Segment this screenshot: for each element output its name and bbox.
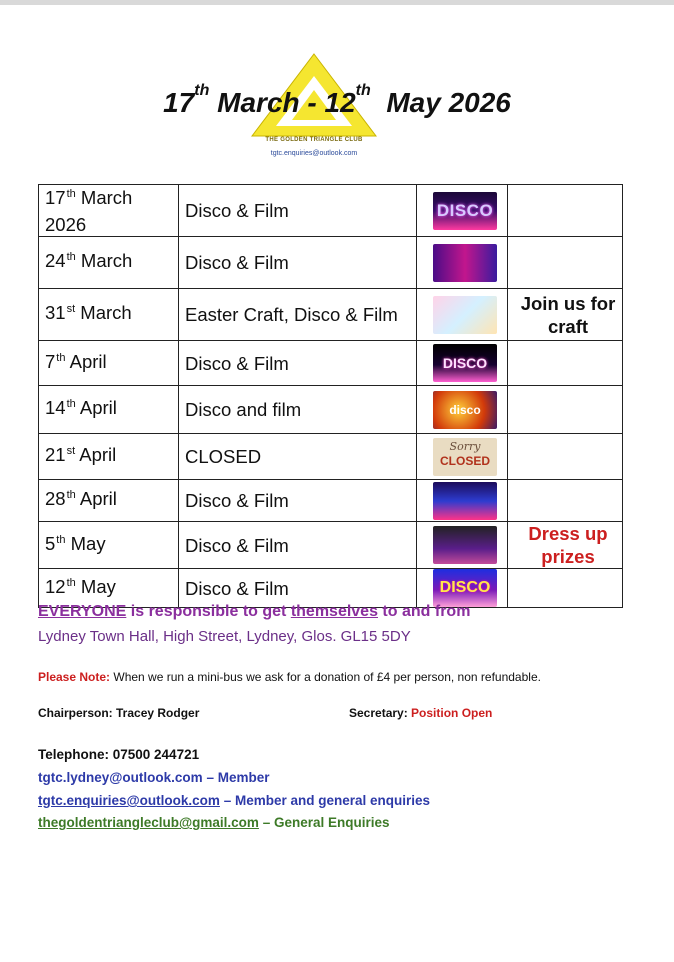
email-enquiries [38, 793, 430, 808]
date-rest: April [79, 397, 117, 418]
date-rest: April [69, 350, 107, 372]
email-general [38, 815, 390, 830]
thumbnail-cell [417, 434, 508, 480]
email-enquiries-link[interactable]: tgtc.enquiries@outlook.com [38, 793, 220, 808]
event-cell: Disco and film [179, 386, 417, 434]
date-cell [39, 434, 179, 480]
note-cell [508, 569, 623, 608]
date-ordinal: th [66, 489, 76, 501]
date-day: 21 [45, 444, 66, 465]
top-divider [0, 0, 674, 5]
title-end-rest: May 2026 [386, 87, 511, 118]
table-row [39, 434, 623, 480]
table-row [39, 185, 623, 237]
telephone: Telephone: 07500 244721 [38, 747, 200, 762]
date-day: 14 [45, 397, 66, 418]
date-day: 7 [45, 350, 56, 372]
page-title: 17th March - 12th May 2026 [163, 82, 511, 118]
event-cell: Disco & Film [179, 522, 417, 569]
note-cell: Join us for craft [508, 289, 623, 341]
title-start-day: 17 [163, 87, 195, 118]
date-cell [39, 480, 179, 522]
date-day: 17 [45, 186, 66, 208]
event-cell: Disco & Film [179, 185, 417, 237]
disco-sign-icon: DISCO [433, 344, 497, 382]
minibus-note [38, 670, 541, 684]
date-day: 31 [45, 302, 66, 323]
chairperson: Chairperson: Tracey Rodger [38, 706, 200, 720]
title-end-ordinal: th [355, 82, 371, 99]
date-ordinal: st [66, 303, 76, 315]
date-day: 24 [45, 250, 66, 271]
dancers-icon [433, 244, 497, 282]
note-cell [508, 480, 623, 522]
date-cell [39, 289, 179, 341]
date-cell [39, 237, 179, 289]
note-cell [508, 237, 623, 289]
thumbnail-cell [417, 569, 508, 608]
date-cell [39, 341, 179, 386]
title-start-ordinal: th [194, 82, 210, 99]
note-cell: Dress up prizes [508, 522, 623, 569]
dancers-icon [433, 526, 497, 564]
date-day: 5 [45, 532, 56, 554]
thumbnail-cell [417, 289, 508, 341]
table-row [39, 386, 623, 434]
note-cell [508, 185, 623, 237]
venue-address: Lydney Town Hall, High Street, Lydney, Glos. GL15 5DY [38, 628, 411, 645]
date-cell [39, 522, 179, 569]
date-day: 28 [45, 488, 66, 509]
email-general-link[interactable]: thegoldentriangleclub@gmail.com [38, 815, 259, 830]
disco-sign-icon: DISCO [433, 569, 497, 607]
date-rest: March 2026 [45, 186, 133, 235]
closed-sign-icon [433, 438, 497, 476]
title-start-month: March [217, 87, 300, 118]
date-ordinal: th [56, 351, 66, 364]
date-rest: April [79, 488, 117, 509]
email-member [38, 770, 269, 785]
email-member-link[interactable]: tgtc.lydney@outlook.com [38, 770, 203, 785]
date-cell [39, 386, 179, 434]
logo-email: tgtc.enquiries@outlook.com [270, 150, 358, 157]
secretary-value: Position Open [411, 706, 493, 720]
closed-sign-sorry: Sorry [449, 439, 481, 453]
table-row [39, 569, 623, 608]
event-cell: Disco & Film [179, 341, 417, 386]
email-general-desc: – General Enquiries [258, 815, 390, 830]
event-cell: Disco & Film [179, 237, 417, 289]
schedule-table [38, 184, 623, 608]
date-ordinal: th [56, 533, 66, 546]
transport-notice [38, 603, 470, 621]
email-enquiries-desc: – Member and general enquiries [219, 793, 431, 808]
table-row [39, 289, 623, 341]
logo-club-name: THE GOLDEN TRIANGLE CLUB [265, 137, 363, 143]
date-ordinal: th [66, 187, 76, 200]
table-row [39, 341, 623, 386]
thumbnail-cell [417, 386, 508, 434]
note-label: Please Note: [38, 670, 111, 684]
note-cell [508, 434, 623, 480]
date-cell [39, 185, 179, 237]
notice-middle: is responsible to get [126, 603, 291, 620]
email-member-desc: – Member [202, 770, 270, 785]
date-day: 12 [45, 575, 66, 597]
event-cell: Easter Craft, Disco & Film [179, 289, 417, 341]
date-rest: March [80, 250, 133, 271]
secretary [349, 706, 492, 720]
thumbnail-cell [417, 185, 508, 237]
thumbnail-cell [417, 341, 508, 386]
date-ordinal: th [66, 576, 76, 589]
date-ordinal: st [66, 445, 76, 457]
disco-sign-icon: DISCO [433, 192, 497, 230]
note-text: When we run a mini-bus we ask for a donation of £4 per person, non refundable. [110, 670, 541, 684]
everyone-word: EVERYONE [38, 603, 127, 620]
event-cell: CLOSED [179, 434, 417, 480]
table-row [39, 480, 623, 522]
date-ordinal: th [66, 251, 76, 263]
closed-sign-text: CLOSED [439, 453, 490, 468]
event-cell: Disco & Film [179, 569, 417, 608]
disco-party-icon [433, 482, 497, 520]
event-cell: Disco & Film [179, 480, 417, 522]
date-rest: March [80, 302, 132, 323]
thumbnail-cell [417, 237, 508, 289]
disco-speaker-icon: disco [433, 391, 497, 429]
date-cell [39, 569, 179, 608]
title-end-day: 12 [324, 87, 356, 118]
easter-craft-icon [433, 296, 497, 334]
date-ordinal: th [66, 398, 76, 410]
date-rest: May [80, 575, 116, 597]
thumbnail-cell [417, 522, 508, 569]
date-rest: May [70, 532, 106, 554]
note-cell [508, 386, 623, 434]
notice-end: to and from [377, 603, 471, 620]
table-row [39, 522, 623, 569]
note-cell [508, 341, 623, 386]
themselves-word: themselves [290, 603, 378, 620]
secretary-label: Secretary: [349, 706, 412, 720]
table-row [39, 237, 623, 289]
date-rest: April [79, 444, 117, 465]
thumbnail-cell [417, 480, 508, 522]
